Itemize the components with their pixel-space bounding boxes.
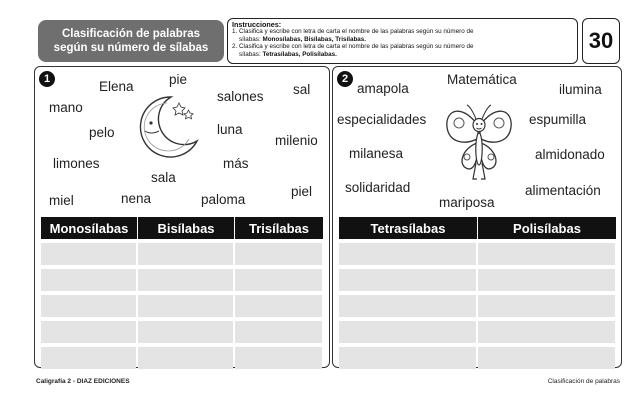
answer-cell[interactable] <box>478 269 615 291</box>
word-solidaridad: solidaridad <box>345 180 411 195</box>
page-number: 30 <box>582 18 620 64</box>
word-milenio: milenio <box>275 133 318 148</box>
instructions-heading: Instrucciones: <box>232 20 282 29</box>
exercise-number-badge: 1 <box>39 71 55 87</box>
word-luna: luna <box>217 122 243 137</box>
syllable-table-2 <box>339 217 617 369</box>
answer-cell[interactable] <box>138 243 233 265</box>
word-sala: sala <box>151 170 176 185</box>
answer-cell[interactable] <box>235 347 322 369</box>
footer-publisher: Caligrafía 2 - DIAZ EDICIONES <box>36 378 130 385</box>
answer-cell[interactable] <box>138 347 233 369</box>
word-milanesa: milanesa <box>349 146 404 161</box>
word-alimentacion: alimentación <box>525 183 601 198</box>
answer-cell[interactable] <box>138 295 233 317</box>
instruction-1-line-b <box>232 36 573 43</box>
word-mano: mano <box>49 100 83 115</box>
exercise-panel-1 <box>34 66 330 368</box>
header-trisilabas: Trisílabas <box>235 217 324 239</box>
title-line-2: según su número de sílabas <box>53 42 209 54</box>
word-piel: piel <box>291 184 313 199</box>
header-polisilabas: Polisílabas <box>478 217 617 239</box>
word-miel: miel <box>49 193 74 208</box>
answer-cell[interactable] <box>41 347 136 369</box>
word-ilumina: ilumina <box>559 82 602 97</box>
answer-cell[interactable] <box>339 347 476 369</box>
answer-cell[interactable] <box>478 347 615 369</box>
instruction-2-line-a: 2. Clasifica y escribe con letra de carta el nombre de las palabras según su número de <box>232 43 474 51</box>
word-mas: más <box>223 156 249 171</box>
instructions-box <box>227 18 578 64</box>
answer-cell[interactable] <box>235 295 322 317</box>
exercise-number-badge: 2 <box>337 71 353 87</box>
instruction-1-categories: Monosílabas, Bisílabas, Trisílabas. <box>262 35 367 43</box>
word-sal: sal <box>293 82 311 97</box>
word-pelo: pelo <box>89 125 115 140</box>
word-amapola: amapola <box>357 81 409 96</box>
answer-cell[interactable] <box>41 243 136 265</box>
header-monosilabas: Monosílabas <box>41 217 138 239</box>
word-matematica: Matemática <box>447 72 517 87</box>
header-bisilabas: Bisílabas <box>138 217 235 239</box>
answer-cell[interactable] <box>235 321 322 343</box>
answer-cell[interactable] <box>41 269 136 291</box>
word-elena: Elena <box>99 79 134 94</box>
instruction-2-categories: Tetrasílabas, Polisílabas. <box>262 50 337 58</box>
header-tetrasilabas: Tetrasílabas <box>339 217 478 239</box>
footer-topic: Clasificación de palabras <box>547 378 620 385</box>
answer-cell[interactable] <box>339 295 476 317</box>
worksheet-title <box>38 20 224 62</box>
answer-cell[interactable] <box>235 269 322 291</box>
instruction-2-line-b <box>232 51 573 58</box>
answer-cell[interactable] <box>235 243 322 265</box>
answer-cell[interactable] <box>478 243 615 265</box>
word-almidonado: almidonado <box>535 147 605 162</box>
answer-cell[interactable] <box>138 269 233 291</box>
answer-cell[interactable] <box>41 321 136 343</box>
word-paloma: paloma <box>201 192 246 207</box>
answer-cell[interactable] <box>478 295 615 317</box>
answer-cell[interactable] <box>339 269 476 291</box>
word-nena: nena <box>121 191 152 206</box>
moon-icon <box>131 91 203 163</box>
answer-cell[interactable] <box>138 321 233 343</box>
instruction-1-prefix: sílabas: <box>239 35 263 43</box>
syllable-table-1 <box>41 217 324 369</box>
answer-cell[interactable] <box>41 295 136 317</box>
word-salones: salones <box>217 89 264 104</box>
butterfly-icon <box>443 97 515 187</box>
answer-cell[interactable] <box>339 243 476 265</box>
answer-cell[interactable] <box>339 321 476 343</box>
word-limones: limones <box>53 156 100 171</box>
instruction-2-prefix: sílabas: <box>239 50 263 58</box>
word-mariposa: mariposa <box>439 195 495 210</box>
exercise-panel-2 <box>332 66 622 368</box>
title-line-1: Clasificación de palabras <box>61 28 201 40</box>
word-espumilla: espumilla <box>529 112 587 127</box>
word-pie: pie <box>169 72 188 87</box>
instruction-1-line-a: 1. Clasifica y escribe con letra de carta el nombre de las palabras según su número de <box>232 28 474 36</box>
word-especialidades: especialidades <box>337 112 427 127</box>
answer-cell[interactable] <box>478 321 615 343</box>
